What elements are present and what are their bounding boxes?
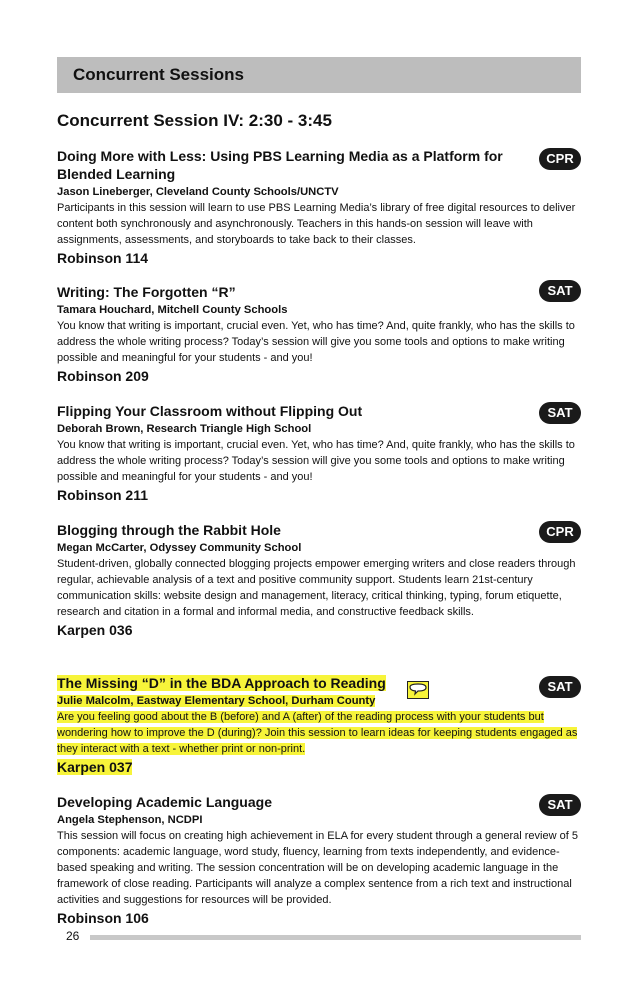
session-room: Karpen 036 <box>57 622 133 638</box>
session-heading: Concurrent Session IV: 2:30 - 3:45 <box>57 111 332 130</box>
session-presenter: Megan McCarter, Odyssey Community School <box>57 542 302 554</box>
session-room: Robinson 211 <box>57 487 149 503</box>
session-presenter: Tamara Houchard, Mitchell County Schools <box>57 304 288 316</box>
session-item-highlighted <box>57 674 581 776</box>
session-room: Robinson 106 <box>57 910 149 926</box>
session-item <box>57 793 581 927</box>
session-type-badge: CPR <box>539 521 581 543</box>
session-presenter: Julie Malcolm, Eastway Elementary School, Durham County <box>57 695 376 707</box>
session-title: Blogging through the Rabbit Hole <box>57 522 281 538</box>
session-type-badge: SAT <box>539 402 581 424</box>
session-item <box>57 402 581 504</box>
comment-icon[interactable] <box>407 681 429 699</box>
page-number: 26 <box>66 929 80 943</box>
session-title: The Missing “D” in the BDA Approach to Reading <box>57 675 386 691</box>
session-title: Doing More with Less: Using PBS Learning Media as a Platform for Blended Learning <box>57 148 503 182</box>
session-item <box>57 283 581 385</box>
session-type-badge: SAT <box>539 676 581 698</box>
session-description: Are you feeling good about the B (before) and A (after) of the reading process with your students but wondering how to improve the D (during)? Join this session to learn ideas for keeping students engaged as they interact with a text - whether print or non-print. <box>57 711 578 755</box>
session-description: You know that writing is important, crucial even. Yet, who has time? And, quite frankly, who has the skills to address the whole writing process? Today’s session will give you some tools and options to make writing possible and meaningful for your students - and you! <box>57 439 575 483</box>
session-presenter: Angela Stephenson, NCDPI <box>57 814 203 826</box>
session-type-badge: CPR <box>539 148 581 170</box>
section-header-bar <box>57 57 581 93</box>
session-item <box>57 521 581 639</box>
session-type-badge: SAT <box>539 794 581 816</box>
session-type-badge: SAT <box>539 280 581 302</box>
session-room: Karpen 037 <box>57 759 133 775</box>
session-item <box>57 147 581 267</box>
footer-rule <box>90 935 581 940</box>
session-description: Participants in this session will learn to use PBS Learning Media’s library of free digital resources to deliver content both synchronously and asynchronously. Teachers in this hands-on session will leave with assignments, assessments, and storyboards to take back to their classes. <box>57 202 576 246</box>
session-presenter: Jason Lineberger, Cleveland County Schools/UNCTV <box>57 186 339 198</box>
session-description: Student-driven, globally connected blogging projects empower emerging writers and close readers through regular, achievable analysis of a text and positive community support. Students learn 21st-century communication skills: website design and management, literacy, critical thinking, typing, forum etiquette, research and citation in a formal and informal media, and constructive feedback skills. <box>57 558 576 618</box>
section-title: Concurrent Sessions <box>73 65 244 84</box>
session-presenter: Deborah Brown, Research Triangle High School <box>57 423 312 435</box>
session-title: Writing: The Forgotten “R” <box>57 284 236 300</box>
session-room: Robinson 114 <box>57 250 149 266</box>
session-description: This session will focus on creating high achievement in ELA for every student through a general review of 5 components: academic language, word study, fluency, learning from texts independently, and evidence-based speaking and writing. The session concentration will be on developing academic language in the framework of close reading. Participants will analyze a complex sentence from a rich text and instructional activities and suggestions for resources will be provided. <box>57 830 578 906</box>
session-title: Flipping Your Classroom without Flipping Out <box>57 403 363 419</box>
session-title: Developing Academic Language <box>57 794 272 810</box>
session-room: Robinson 209 <box>57 368 149 384</box>
session-description: You know that writing is important, crucial even. Yet, who has time? And, quite frankly, who has the skills to address the whole writing process? Today’s session will give you some tools and options to make writing possible and meaningful for your students - and you! <box>57 320 575 364</box>
